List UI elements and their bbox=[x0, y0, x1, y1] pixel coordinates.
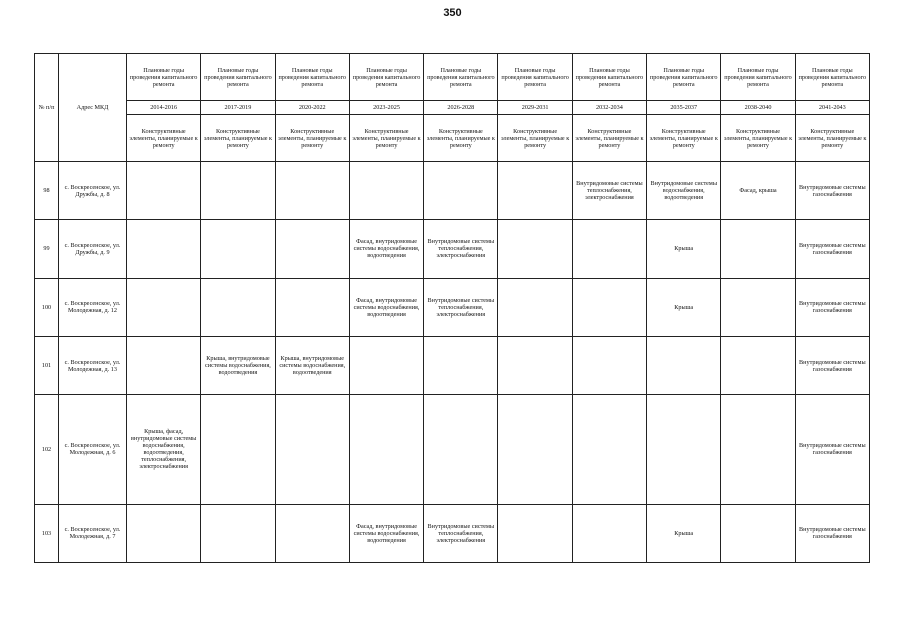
repair-cell bbox=[127, 336, 201, 394]
repair-cell bbox=[349, 336, 423, 394]
repair-cell: Крыша bbox=[647, 504, 721, 562]
repair-cell bbox=[127, 220, 201, 278]
table-row bbox=[35, 162, 870, 220]
repair-cell bbox=[498, 336, 572, 394]
row-address: с. Воскресенское, ул. Дружбы, д. 9 bbox=[59, 220, 127, 278]
repair-cell bbox=[201, 220, 275, 278]
repair-cell: Крыша, внутридомовые системы водоснабжения, водоотведения bbox=[275, 336, 349, 394]
repair-cell bbox=[275, 220, 349, 278]
period-years: 2038-2040 bbox=[721, 101, 795, 115]
repair-cell: Внутридомовые системы водоснабжения, водоотведения bbox=[647, 162, 721, 220]
repair-cell: Внутридомовые системы теплоснабжения, электроснабжения bbox=[424, 504, 498, 562]
period-elements-label: Конструктивные элементы, планируемые к ремонту bbox=[424, 115, 498, 162]
period-title: Плановые годы проведения капитального ремонта bbox=[201, 54, 275, 101]
repair-cell bbox=[572, 336, 646, 394]
repair-cell: Крыша, фасад, внутридомовые системы водоснабжения, водоотведения, теплоснабжения, электроснабжения bbox=[127, 395, 201, 504]
header-row-elements bbox=[35, 115, 870, 162]
repair-cell bbox=[572, 504, 646, 562]
period-elements-label: Конструктивные элементы, планируемые к ремонту bbox=[275, 115, 349, 162]
repair-cell bbox=[349, 395, 423, 504]
repair-cell bbox=[424, 395, 498, 504]
period-title: Плановые годы проведения капитального ремонта bbox=[647, 54, 721, 101]
repair-cell bbox=[349, 162, 423, 220]
period-elements-label: Конструктивные элементы, планируемые к ремонту bbox=[498, 115, 572, 162]
repair-cell: Внутридомовые системы газоснабжения bbox=[795, 395, 869, 504]
period-title: Плановые годы проведения капитального ремонта bbox=[721, 54, 795, 101]
repair-cell: Фасад, внутридомовые системы водоснабжения, водоотведения bbox=[349, 504, 423, 562]
repair-cell bbox=[498, 504, 572, 562]
period-title: Плановые годы проведения капитального ремонта bbox=[424, 54, 498, 101]
table-row bbox=[35, 336, 870, 394]
table-header bbox=[35, 54, 870, 162]
repair-cell bbox=[127, 162, 201, 220]
repair-cell bbox=[572, 220, 646, 278]
repair-cell bbox=[201, 278, 275, 336]
repair-plan-table bbox=[34, 53, 870, 563]
repair-cell bbox=[127, 278, 201, 336]
repair-cell bbox=[721, 278, 795, 336]
repair-cell bbox=[201, 395, 275, 504]
repair-cell: Фасад, крыша bbox=[721, 162, 795, 220]
period-elements-label: Конструктивные элементы, планируемые к ремонту bbox=[647, 115, 721, 162]
table-row bbox=[35, 278, 870, 336]
period-title: Плановые годы проведения капитального ремонта bbox=[572, 54, 646, 101]
period-years: 2032-2034 bbox=[572, 101, 646, 115]
repair-cell bbox=[721, 395, 795, 504]
period-title: Плановые годы проведения капитального ремонта bbox=[275, 54, 349, 101]
repair-cell: Внутридомовые системы газоснабжения bbox=[795, 278, 869, 336]
column-header-address: Адрес МКД bbox=[59, 54, 127, 162]
table-row bbox=[35, 220, 870, 278]
repair-cell bbox=[647, 336, 721, 394]
repair-cell: Внутридомовые системы теплоснабжения, электроснабжения bbox=[424, 220, 498, 278]
repair-cell bbox=[498, 278, 572, 336]
repair-cell bbox=[424, 162, 498, 220]
repair-cell: Фасад, внутридомовые системы водоснабжения, водоотведения bbox=[349, 220, 423, 278]
repair-cell bbox=[498, 220, 572, 278]
repair-cell bbox=[721, 336, 795, 394]
repair-cell bbox=[498, 162, 572, 220]
repair-cell: Фасад, внутридомовые системы водоснабжения, водоотведения bbox=[349, 278, 423, 336]
repair-cell bbox=[424, 336, 498, 394]
period-elements-label: Конструктивные элементы, планируемые к ремонту bbox=[127, 115, 201, 162]
period-years: 2020-2022 bbox=[275, 101, 349, 115]
row-number: 100 bbox=[35, 278, 59, 336]
row-address: с. Воскресенское, ул. Молодежная, д. 12 bbox=[59, 278, 127, 336]
period-title: Плановые годы проведения капитального ремонта bbox=[127, 54, 201, 101]
repair-cell: Внутридомовые системы газоснабжения bbox=[795, 162, 869, 220]
repair-cell: Внутридомовые системы газоснабжения bbox=[795, 504, 869, 562]
repair-cell bbox=[647, 395, 721, 504]
row-address: с. Воскресенское, ул. Дружбы, д. 8 bbox=[59, 162, 127, 220]
table-row bbox=[35, 395, 870, 504]
repair-cell bbox=[721, 220, 795, 278]
repair-cell: Внутридомовые системы газоснабжения bbox=[795, 220, 869, 278]
period-elements-label: Конструктивные элементы, планируемые к ремонту bbox=[572, 115, 646, 162]
page-number: 350 bbox=[443, 7, 462, 19]
repair-cell bbox=[721, 504, 795, 562]
repair-cell: Внутридомовые системы газоснабжения bbox=[795, 336, 869, 394]
row-number: 102 bbox=[35, 395, 59, 504]
column-header-number: № п/п bbox=[35, 54, 59, 162]
period-elements-label: Конструктивные элементы, планируемые к ремонту bbox=[795, 115, 869, 162]
repair-cell bbox=[275, 162, 349, 220]
repair-cell: Внутридомовые системы теплоснабжения, электроснабжения bbox=[572, 162, 646, 220]
row-number: 99 bbox=[35, 220, 59, 278]
period-years: 2014-2016 bbox=[127, 101, 201, 115]
period-years: 2029-2031 bbox=[498, 101, 572, 115]
header-row-years bbox=[35, 101, 870, 115]
period-title: Плановые годы проведения капитального ремонта bbox=[498, 54, 572, 101]
repair-cell: Внутридомовые системы теплоснабжения, электроснабжения bbox=[424, 278, 498, 336]
row-address: с. Воскресенское, ул. Молодежная, д. 7 bbox=[59, 504, 127, 562]
repair-cell: Крыша, внутридомовые системы водоснабжения, водоотведения bbox=[201, 336, 275, 394]
row-number: 101 bbox=[35, 336, 59, 394]
period-elements-label: Конструктивные элементы, планируемые к ремонту bbox=[349, 115, 423, 162]
repair-cell bbox=[127, 504, 201, 562]
header-row-titles bbox=[35, 54, 870, 101]
repair-cell: Крыша bbox=[647, 278, 721, 336]
table-row bbox=[35, 504, 870, 562]
repair-cell bbox=[572, 278, 646, 336]
period-title: Плановые годы проведения капитального ремонта bbox=[349, 54, 423, 101]
repair-cell bbox=[498, 395, 572, 504]
period-years: 2017-2019 bbox=[201, 101, 275, 115]
period-elements-label: Конструктивные элементы, планируемые к ремонту bbox=[201, 115, 275, 162]
repair-cell bbox=[201, 504, 275, 562]
row-number: 103 bbox=[35, 504, 59, 562]
repair-cell bbox=[275, 395, 349, 504]
period-title: Плановые годы проведения капитального ремонта bbox=[795, 54, 869, 101]
row-number: 98 bbox=[35, 162, 59, 220]
table-body bbox=[35, 162, 870, 563]
repair-cell bbox=[201, 162, 275, 220]
period-years: 2026-2028 bbox=[424, 101, 498, 115]
repair-cell bbox=[275, 504, 349, 562]
row-address: с. Воскресенское, ул. Молодежная, д. 13 bbox=[59, 336, 127, 394]
row-address: с. Воскресенское, ул. Молодежная, д. 6 bbox=[59, 395, 127, 504]
period-years: 2041-2043 bbox=[795, 101, 869, 115]
repair-cell bbox=[275, 278, 349, 336]
period-elements-label: Конструктивные элементы, планируемые к ремонту bbox=[721, 115, 795, 162]
period-years: 2035-2037 bbox=[647, 101, 721, 115]
period-years: 2023-2025 bbox=[349, 101, 423, 115]
repair-cell bbox=[572, 395, 646, 504]
repair-cell: Крыша bbox=[647, 220, 721, 278]
